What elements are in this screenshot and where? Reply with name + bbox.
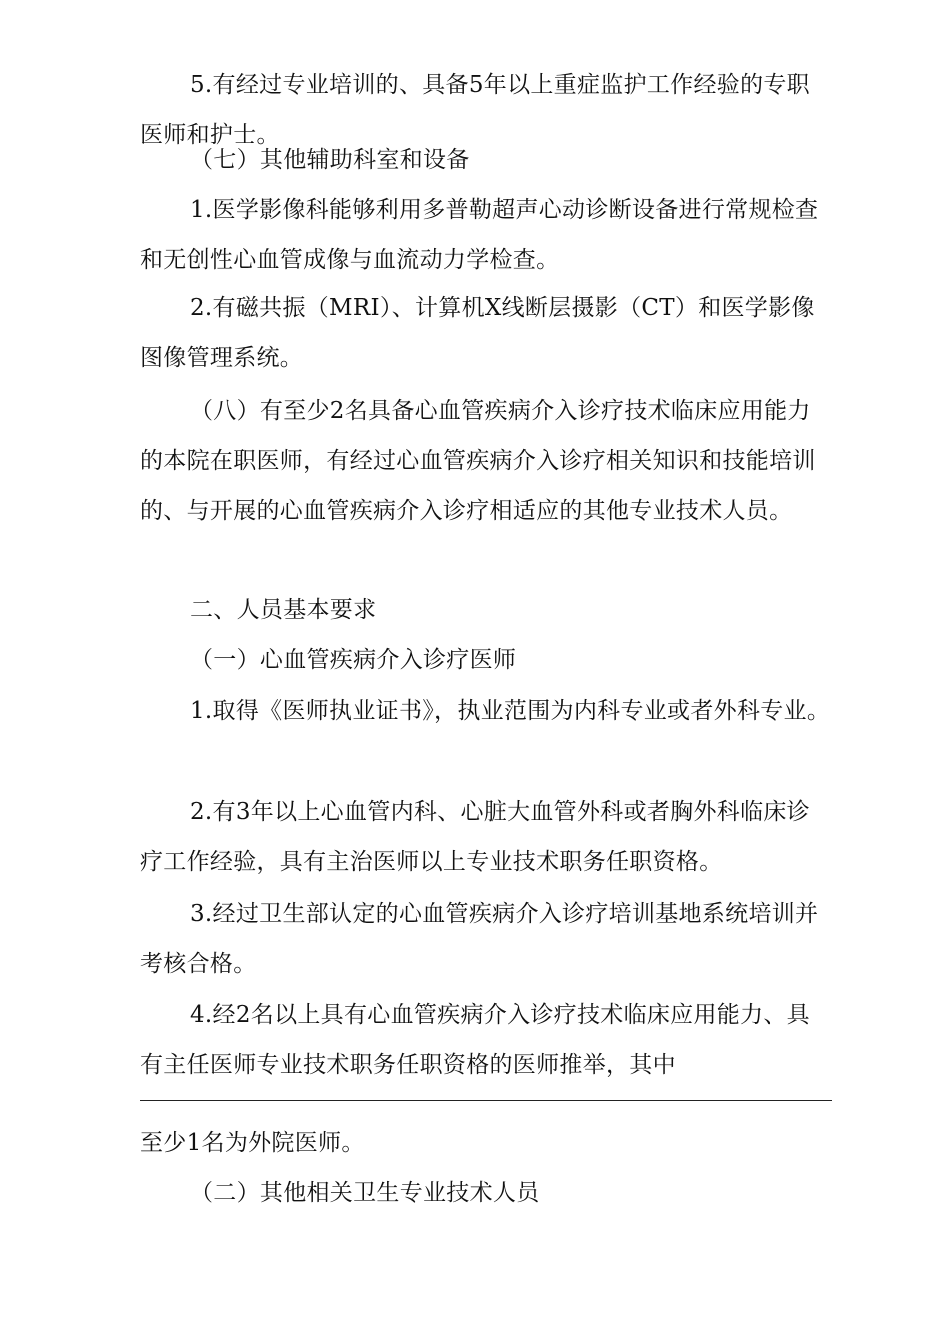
paragraph-recommendation: 4.经2名以上具有心血管疾病介入诊疗技术临床应用能力、具有主任医师专业技术职务任职资格的医师推举，其中	[140, 1002, 810, 1078]
page-divider-line	[140, 1100, 832, 1101]
paragraph-practice-certificate: 1.取得《医师执业证书》，执业范围为内科专业或者外科专业。	[190, 698, 831, 724]
paragraph-icu-staff: 5.有经过专业培训的、具备5年以上重症监护工作经验的专职医师和护士。	[140, 72, 810, 148]
section-heading-auxiliary-departments: （七）其他辅助科室和设备	[190, 147, 470, 173]
section-heading-personnel-requirements: 二、人员基本要求	[190, 597, 377, 623]
paragraph-mri-ct: 2.有磁共振（MRI）、计算机X线断层摄影（CT）和医学影像图像管理系统。	[140, 295, 815, 371]
subheading-interventional-physicians: （一）心血管疾病介入诊疗医师	[190, 647, 517, 673]
paragraph-physician-count: （八）有至少2名具备心血管疾病介入诊疗技术临床应用能力的本院在职医师，有经过心血管疾病介入诊疗相关知识和技能培训的、与开展的心血管疾病介入诊疗相适应的其他专业技术人员。	[140, 398, 816, 524]
paragraph-continuation: 至少1名为外院医师。	[140, 1130, 365, 1156]
subheading-other-technical-staff: （二）其他相关卫生专业技术人员	[190, 1180, 540, 1206]
paragraph-ultrasound: 1.医学影像科能够利用多普勒超声心动诊断设备进行常规检查和无创性心血管成像与血流动力学检查。	[140, 197, 819, 273]
paragraph-training-base: 3.经过卫生部认定的心血管疾病介入诊疗培训基地系统培训并考核合格。	[140, 901, 819, 977]
paragraph-clinical-experience: 2.有3年以上心血管内科、心脏大血管外科或者胸外科临床诊疗工作经验，具有主治医师以上专业技术职务任职资格。	[140, 799, 810, 875]
